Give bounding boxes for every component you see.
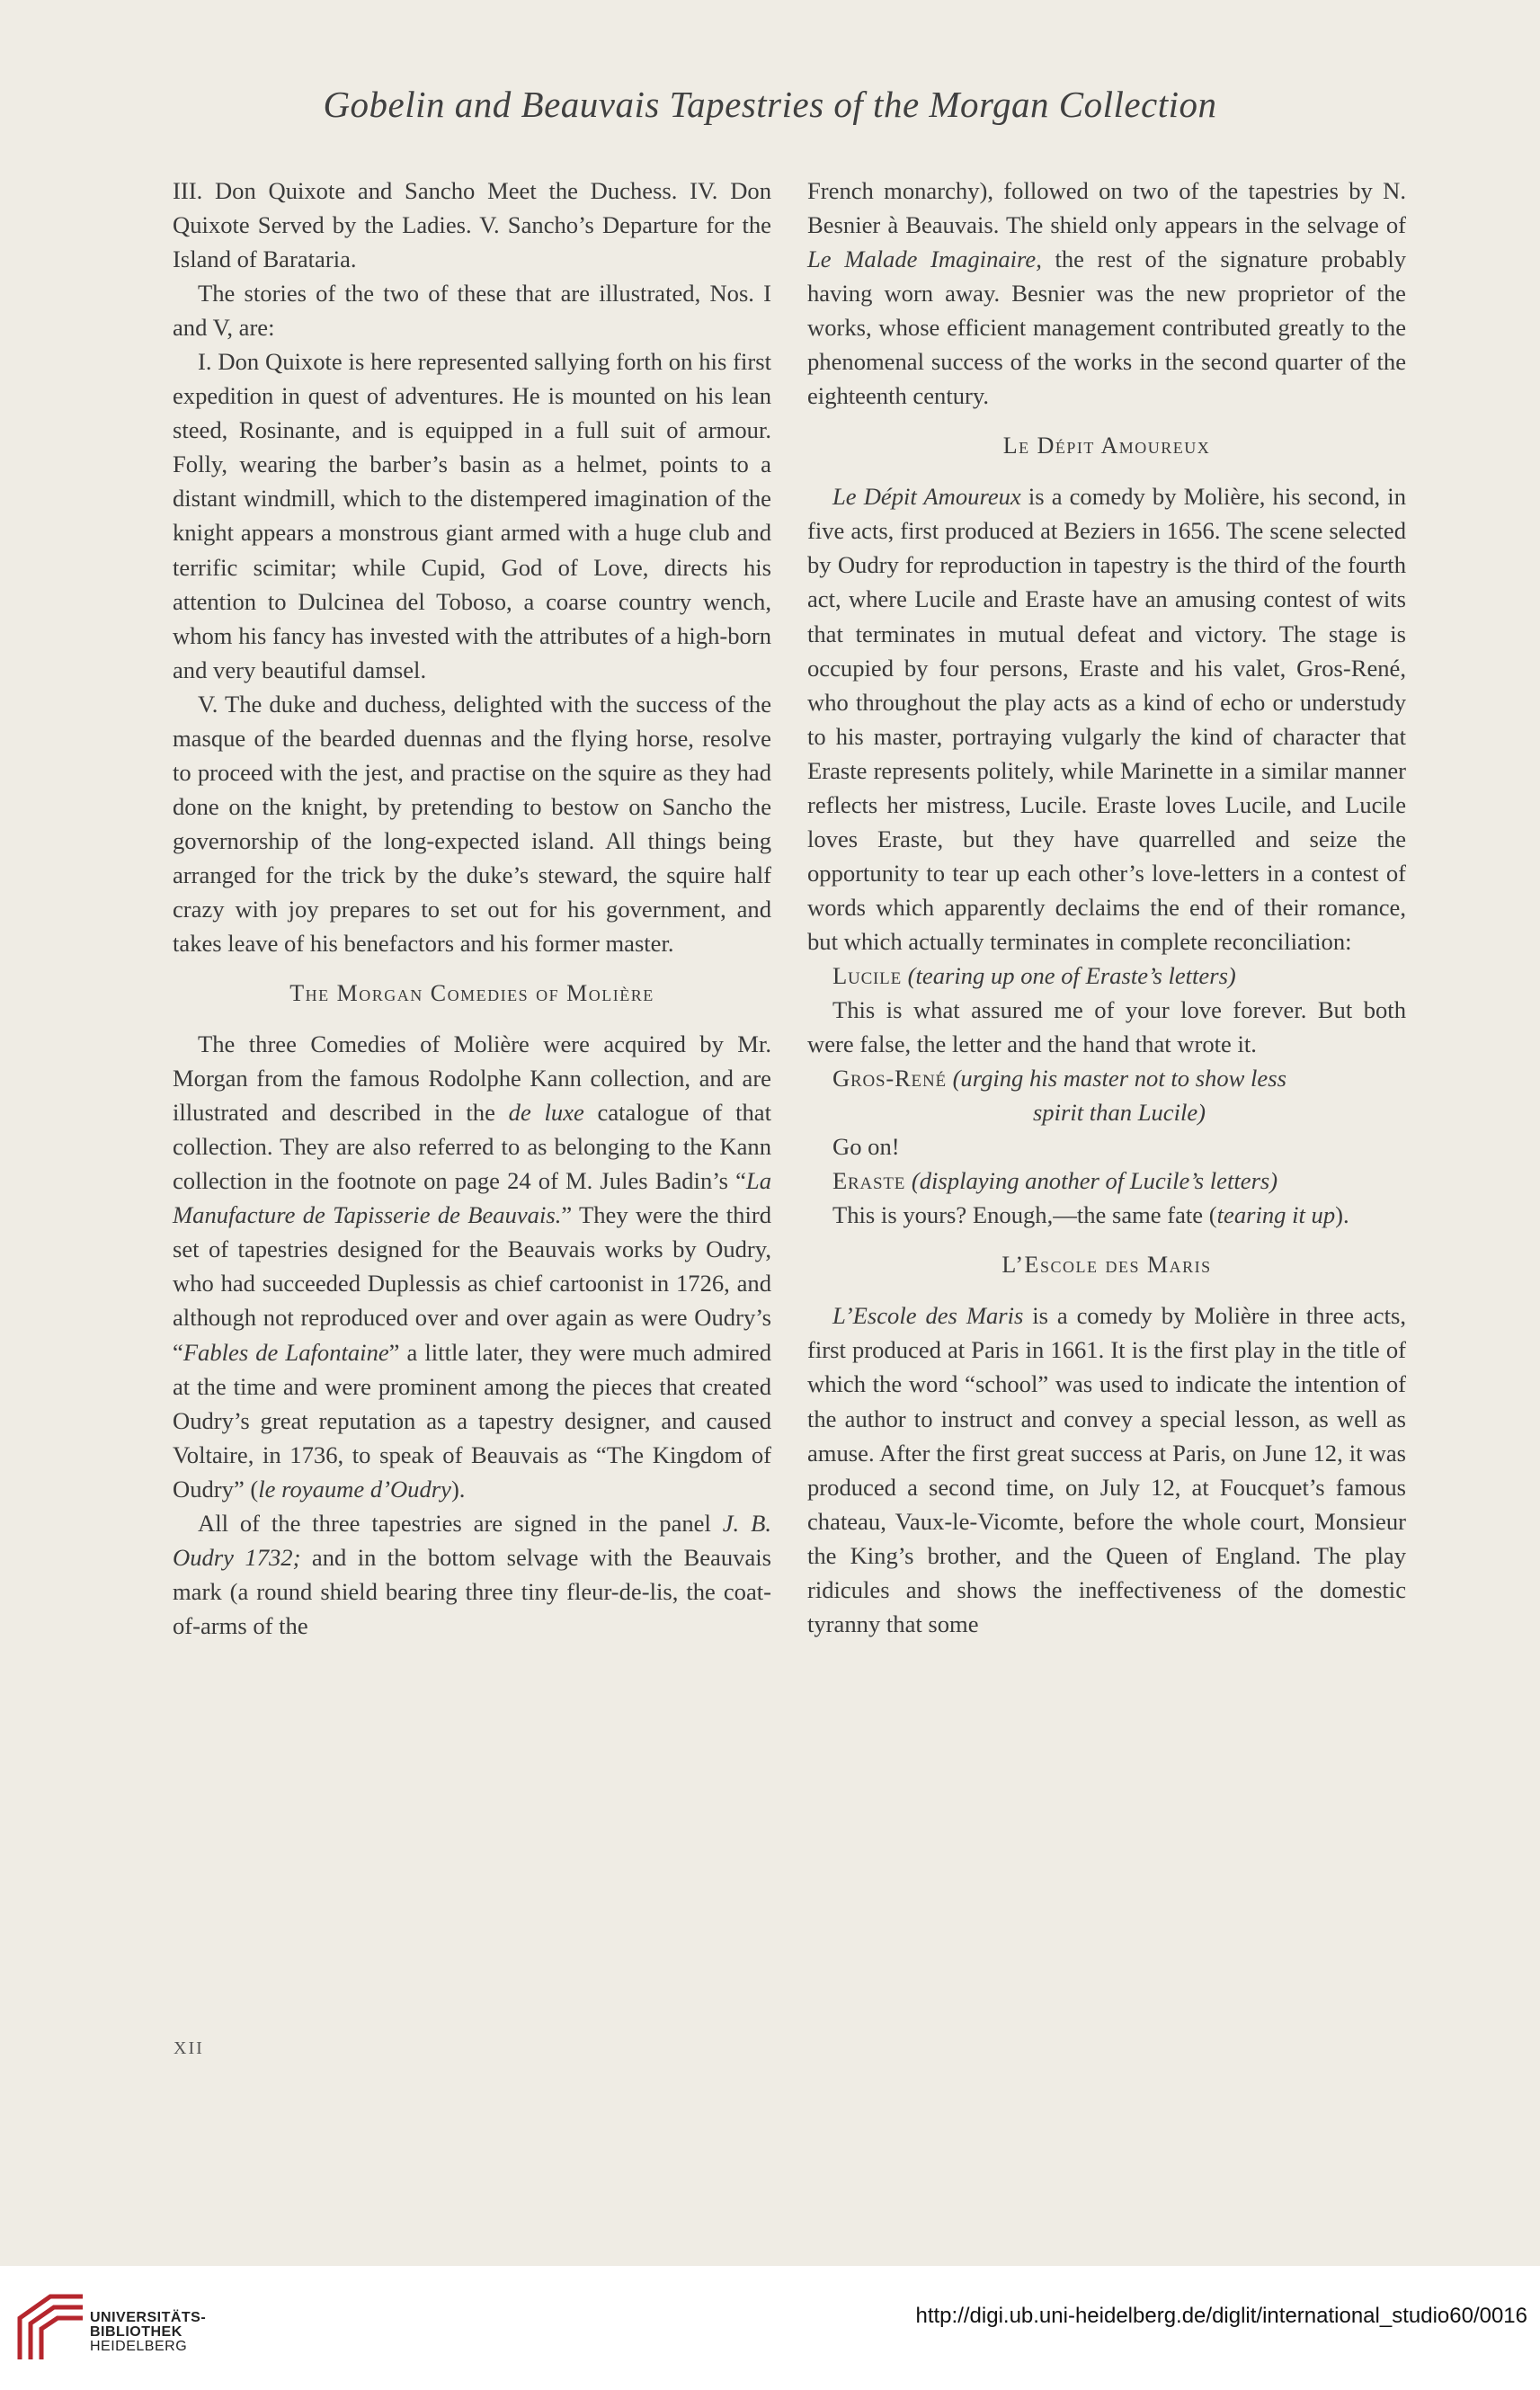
library-logo-icon <box>14 2291 88 2365</box>
dialogue-cue <box>807 1061 1406 1129</box>
dialogue-cue <box>807 959 1406 993</box>
source-url-link[interactable]: http://digi.ub.uni-heidelberg.de/diglit/international_studio60/0016 <box>915 2304 1527 2328</box>
dialogue-line: Go on! <box>832 1133 900 1161</box>
stage-direction: (urging his master not to show less <box>952 1065 1286 1092</box>
paragraph: V. The duke and duchess, delighted with the success of the masque of the bearded duennas and the flying horse, resolve to proceed with the jest, and practise on the squire as they had done on the knight, by pretending to bestow on Sancho the governorship of the long-expected island. All things being arranged for the trick by the duke’s steward, the squire half crazy with joy prepares to set out for his government, and takes leave of his benefactors and his former master. <box>173 690 771 958</box>
dialogue-line: This is what assured me of your love forever. But both were false, the letter and the hand that wrote it. <box>807 996 1406 1058</box>
library-name: UNIVERSITÄTS- BIBLIOTHEK HEIDELBERG <box>90 2310 207 2354</box>
dialogue-cue <box>807 1164 1406 1198</box>
paragraph: Le Dépit Amoureux is a comedy by Molière, his second, in five acts, first produced at Beziers in 1656. The scene selected by Oudry for reproduction in tapestry is the third of the fourth act, where Lucile and Eraste have an amusing contest of wits that terminates in mutual defeat and victory. The stage is occupied by four persons, Eraste and his valet, Gros-René, who throughout the play acts as a kind of echo or understudy to his master, portraying vulgarly the kind of character that Eraste represents politely, while Marinette in a similar manner reflects her mistress, Lucile. Eraste loves Lucile, and Lucile loves Eraste, but they have quarrelled and seize the opportunity to tear up each other’s love-letters in a contest of words which apparently declaims the end of their romance, but which actually terminates in complete reconciliation: <box>807 483 1406 955</box>
running-header: Gobelin and Beauvais Tapestries of the Morgan Collection <box>323 84 1217 125</box>
paragraph: The stories of the two of these that are illustrated, Nos. I and V, are: <box>173 280 771 342</box>
page-number: XII <box>174 2038 204 2058</box>
stage-direction: (displaying another of Lucile’s letters) <box>911 1167 1278 1195</box>
paragraph: The three Comedies of Molière were acquired by Mr. Morgan from the famous Rodolphe Kann collection, and are illustrated and described in the de luxe catalogue of that collection. They are also referred to as belonging to the Kann collection in the footnote on page 24 of M. Jules Badin’s “La Manufacture de Tapisserie de Beauvais.” They were the third set of tapestries designed for the Beauvais works by Oudry, who had succeeded Duplessis as chief cartoonist in 1726, and although not reproduced over and over again as were Oudry’s “Fables de Lafontaine” a little later, they were much admired at the time and were prominent among the pieces that created Oudry’s great reputation as a tapestry designer, and caused Voltaire, in 1736, to speak of Beauvais as “The Kingdom of Oudry” (le royaume d’Oudry). <box>173 1030 771 1503</box>
paragraph: I. Don Quixote is here represented sallying forth on his first expedition in quest of adventures. He is mounted on his lean steed, Rosinante, and is equipped in a full suit of armour. Folly, wearing the barber’s basin as a helmet, points to a distant windmill, which to the distempered imagination of the knight appears a monstrous giant armed with a huge club and terrific scimitar; while Cupid, God of Love, directs his attention to Dulcinea del Toboso, a coarse country wench, whom his fancy has invested with the attributes of a high-born and very beautiful damsel. <box>173 348 771 683</box>
digitization-footer <box>0 2266 1540 2390</box>
section-heading-escole-des-maris: L’Escole des Maris <box>1001 1252 1212 1279</box>
paragraph: French monarchy), followed on two of the tapestries by N. Besnier à Beauvais. The shield only appears in the selvage of Le Malade Imaginaire, the rest of the signature probably having worn away. Besnier was the new proprietor of the works, whose efficient management contributed greatly to the phenomenal success of the works in the second quarter of the eighteenth century. <box>807 177 1407 410</box>
speaker-name: Lucile <box>832 961 902 989</box>
section-heading-depit-amoureux: Le Dépit Amoureux <box>1002 433 1211 459</box>
paragraph: L’Escole des Maris is a comedy by Molière in three acts, first produced at Paris in 1661. It is the first play in the title of which the word “school” was used to indicate the intention of the author to instruct and convey a special lesson, as well as amuse. After the first great success at Paris, on June 12, it was produced a second time, on July 12, at Foucquet’s famous chateau, Vaux-le-Vicomte, before the whole court, Monsieur the King’s brother, and the Queen of England. The play ridicules and shows the ineffectiveness of the domestic tyranny that some <box>807 1302 1406 1637</box>
stage-direction: spirit than Lucile) <box>1032 1099 1206 1127</box>
stage-direction: (tearing up one of Eraste’s letters) <box>907 961 1236 989</box>
right-column <box>807 174 1406 1641</box>
speaker-name: Gros-René <box>832 1065 947 1092</box>
dialogue-line: This is yours? Enough,—the same fate (tearing it up). <box>832 1201 1349 1229</box>
paragraph: III. Don Quixote and Sancho Meet the Duchess. IV. Don Quixote Served by the Ladies. V. Sancho’s Departure for the Island of Barataria. <box>173 177 771 273</box>
paragraph: All of the three tapestries are signed in the panel J. B. Oudry 1732; and in the bottom selvage with the Beauvais mark (a round shield bearing three tiny fleur-de-lis, the coat-of-arms of the <box>173 1509 771 1639</box>
speaker-name: Eraste <box>832 1167 906 1195</box>
section-heading-morgan-comedies: The Morgan Comedies of Molière <box>289 980 654 1007</box>
left-column <box>173 174 771 1643</box>
